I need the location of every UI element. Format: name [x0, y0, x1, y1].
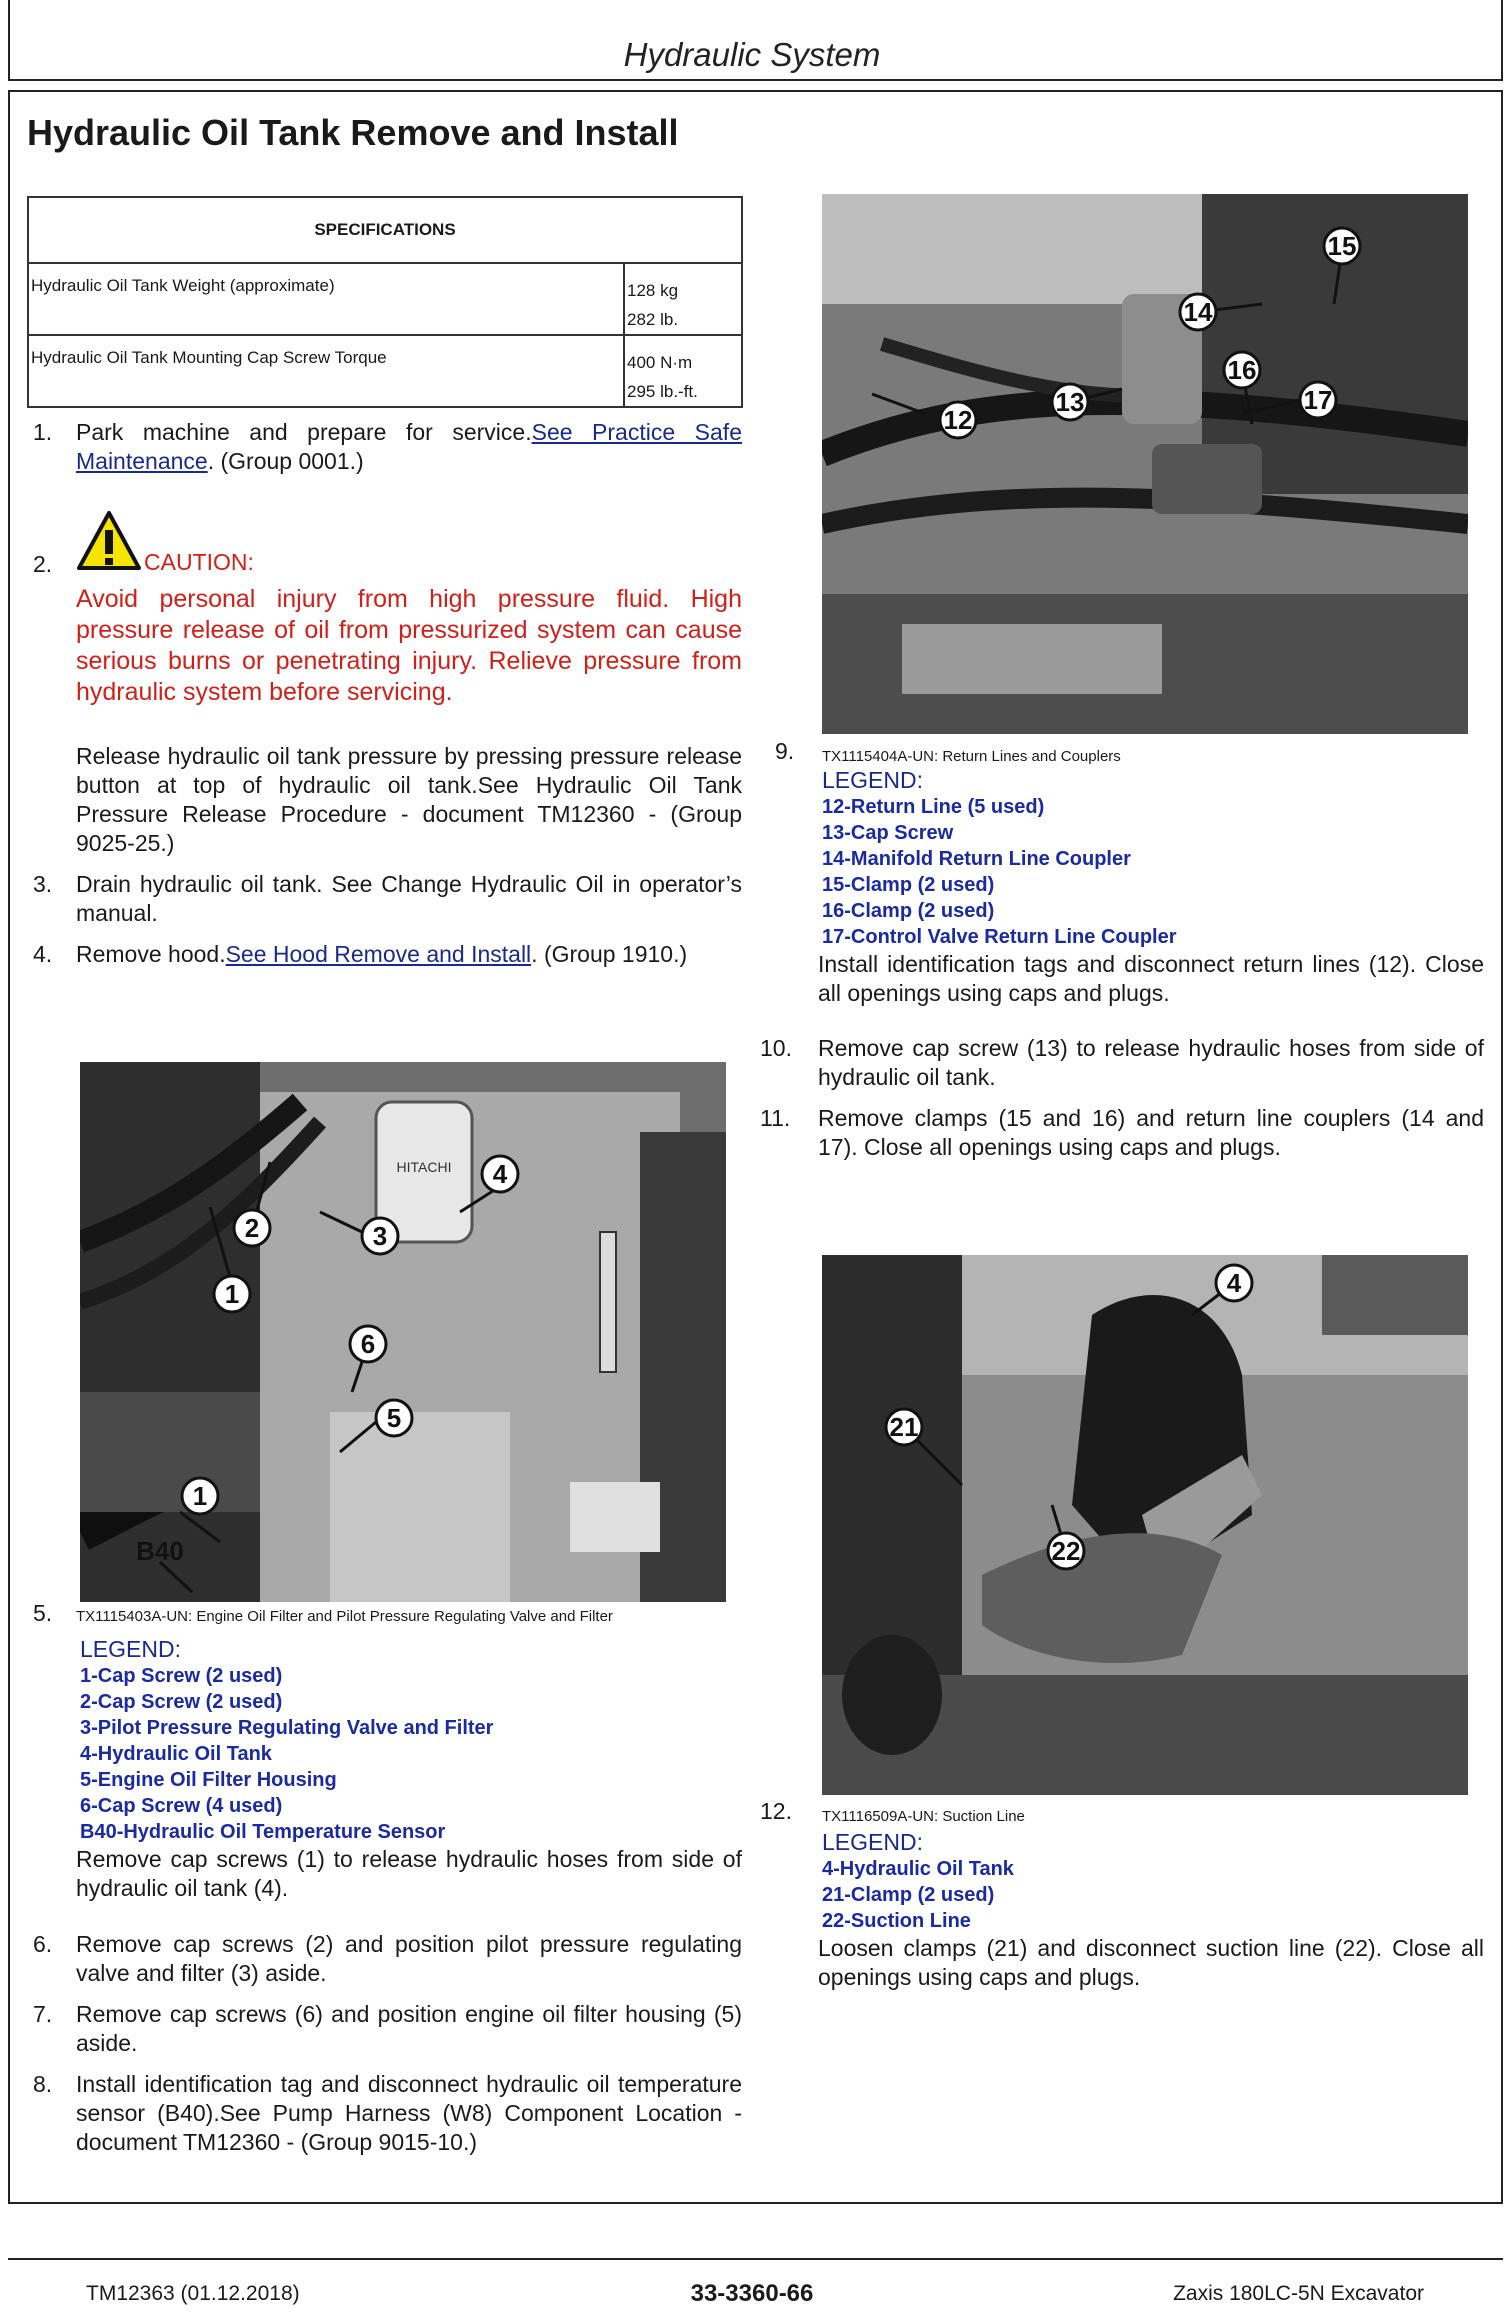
spec-label: Hydraulic Oil Tank Weight (approximate) — [28, 263, 624, 335]
legend-item: 3-Pilot Pressure Regulating Valve and Filter — [80, 1717, 494, 1739]
step-1 — [33, 418, 742, 476]
legend-item: 4-Hydraulic Oil Tank — [80, 1743, 272, 1765]
callout-label: 16 — [1227, 355, 1257, 385]
figure-caption: TX1115404A-UN: Return Lines and Couplers — [822, 748, 1121, 765]
step-number: 4. — [33, 941, 53, 967]
hood-remove-install-link[interactable]: See Hood Remove and Install — [225, 941, 532, 967]
footer-rule — [8, 2258, 1503, 2260]
callout-label: 5 — [386, 1403, 402, 1433]
step-text: Park machine and prepare for service. — [76, 419, 532, 445]
practice-safe-maintenance-link[interactable]: See Practice Safe Maintenance — [76, 419, 742, 474]
callout-label: 17 — [1303, 385, 1333, 415]
suction-line-photo — [822, 1255, 1468, 1795]
callout-label: 21 — [889, 1412, 919, 1442]
step-5-caption — [33, 1600, 742, 1626]
step-text: Remove clamps (15 and 16) and return line couplers (14 and 17). Close all openings using caps and plugs. — [818, 1105, 1484, 1160]
spec-row — [28, 335, 742, 407]
step-number: 5. — [33, 1600, 53, 1626]
step-number: 12. — [760, 1798, 792, 1824]
step-10 — [760, 1034, 1484, 1092]
step-text: Drain hydraulic oil tank. See Change Hydraulic Oil in operator’s manual. — [76, 871, 742, 926]
step-3 — [33, 870, 742, 928]
legend-item: 22-Suction Line — [822, 1910, 971, 1932]
step-number: 1. — [33, 419, 53, 445]
legend-item: 15-Clamp (2 used) — [822, 874, 995, 896]
callout-label: 1 — [192, 1481, 208, 1511]
step-text: Remove cap screws (6) and position engine oil filter housing (5) aside. — [76, 2001, 742, 2056]
step-9-caption — [775, 738, 1482, 766]
callout-label: 3 — [372, 1221, 388, 1251]
step-number: 6. — [33, 1931, 53, 1957]
legend-item: B40-Hydraulic Oil Temperature Sensor — [80, 1821, 446, 1843]
legend-item: 4-Hydraulic Oil Tank — [822, 1858, 1014, 1880]
step-text: Remove hood. — [76, 941, 226, 967]
callout-label: 14 — [1183, 297, 1213, 327]
callout-label: 1 — [224, 1279, 240, 1309]
callout-label: 22 — [1051, 1536, 1081, 1566]
specifications-table — [27, 196, 743, 408]
spec-value — [624, 335, 742, 407]
step-12-caption — [760, 1798, 1482, 1826]
step-number: 7. — [33, 2001, 53, 2027]
callout-label: 12 — [943, 405, 973, 435]
step-text: . (Group 1910.) — [531, 941, 688, 967]
return-lines-photo — [822, 194, 1468, 734]
spec-value-imperial: 282 lb. — [627, 310, 679, 329]
step-text: Remove cap screws (2) and position pilot pressure regulating valve and filter (3) aside. — [76, 1931, 742, 1986]
step-6 — [33, 1930, 742, 1988]
step-4 — [33, 940, 742, 969]
step-number: 10. — [760, 1035, 792, 1061]
filter-brand-label: HITACHI — [396, 1159, 452, 1175]
callout-label: 15 — [1327, 231, 1357, 261]
callout-label: 6 — [360, 1329, 376, 1359]
legend-label: LEGEND: — [822, 1829, 923, 1855]
engine-oil-filter-photo — [80, 1062, 726, 1602]
spec-value-imperial: 295 lb.-ft. — [627, 382, 698, 401]
footer-page-number: 33-3360-66 — [690, 2280, 814, 2307]
legend-item: 12-Return Line (5 used) — [822, 796, 1045, 818]
spec-heading: SPECIFICATIONS — [28, 197, 742, 263]
section-title: Hydraulic System — [623, 36, 881, 73]
legend-label: LEGEND: — [80, 1636, 181, 1662]
figure-caption: TX1116509A-UN: Suction Line — [822, 1808, 1025, 1825]
step-text: Remove cap screw (13) to release hydraulic hoses from side of hydraulic oil tank. — [818, 1035, 1484, 1090]
callout-label: 4 — [492, 1159, 508, 1189]
caution-label: CAUTION: — [144, 549, 254, 575]
callout-label: 4 — [1226, 1268, 1242, 1298]
step-8 — [33, 2070, 742, 2157]
spec-value-metric: 400 N·m — [627, 353, 693, 372]
legend-item: 13-Cap Screw — [822, 822, 954, 844]
legend-item: 1-Cap Screw (2 used) — [80, 1665, 283, 1687]
step-11 — [760, 1104, 1484, 1162]
legend-item: 2-Cap Screw (2 used) — [80, 1691, 283, 1713]
step-number: 2. — [33, 551, 53, 577]
callout-label: B40 — [136, 1536, 184, 1566]
step-7 — [33, 2000, 742, 2058]
step-text: Install identification tag and disconnect hydraulic oil temperature sensor (B40).See Pump Harness (W8) Component Location - document TM12360 - (Group 9015-10.) — [76, 2071, 742, 2155]
legend-item: 5-Engine Oil Filter Housing — [80, 1769, 337, 1791]
callout-label: 2 — [244, 1213, 260, 1243]
step-2-text: Release hydraulic oil tank pressure by pressing pressure release button at top of hydraulic oil tank.See Hydraulic Oil Tank Pressure Release Procedure - document TM12360 - (Group 9025-25.) — [76, 743, 742, 856]
step-number: 11. — [760, 1105, 791, 1131]
footer-document-id: TM12363 (01.12.2018) — [86, 2282, 300, 2305]
step-number: 3. — [33, 871, 53, 897]
legend-item: 6-Cap Screw (4 used) — [80, 1795, 283, 1817]
spec-value-metric: 128 kg — [627, 281, 679, 300]
spec-row — [28, 263, 742, 335]
footer-model: Zaxis 180LC-5N Excavator — [1173, 2282, 1424, 2305]
spec-value — [624, 263, 742, 335]
figure-caption: TX1115403A-UN: Engine Oil Filter and Pilot Pressure Regulating Valve and Filter — [76, 1608, 613, 1625]
legend-item: 21-Clamp (2 used) — [822, 1884, 995, 1906]
legend-item: 17-Control Valve Return Line Coupler — [822, 926, 1177, 948]
legend-item: 14-Manifold Return Line Coupler — [822, 848, 1131, 870]
step-5-text: Remove cap screws (1) to release hydraulic hoses from side of hydraulic oil tank (4). — [76, 1846, 742, 1901]
step-9-text: Install identification tags and disconnect return lines (12). Close all openings using caps and plugs. — [818, 951, 1484, 1006]
warning-triangle-icon — [76, 510, 142, 572]
step-number: 8. — [33, 2071, 53, 2097]
legend-item: 16-Clamp (2 used) — [822, 900, 995, 922]
spec-label: Hydraulic Oil Tank Mounting Cap Screw Torque — [28, 335, 624, 407]
step-number: 9. — [775, 738, 795, 764]
callout-label: 13 — [1055, 387, 1085, 417]
legend-label: LEGEND: — [822, 767, 923, 793]
page-title: Hydraulic Oil Tank Remove and Install — [27, 112, 679, 153]
step-text: . (Group 0001.) — [207, 448, 364, 474]
step-12-text: Loosen clamps (21) and disconnect suction line (22). Close all openings using caps and plugs. — [818, 1935, 1484, 1990]
caution-text: Avoid personal injury from high pressure fluid. High pressure release of oil from pressurized system can cause serious burns or penetrating injury. Relieve pressure from hydraulic system before servicing. — [76, 585, 742, 706]
